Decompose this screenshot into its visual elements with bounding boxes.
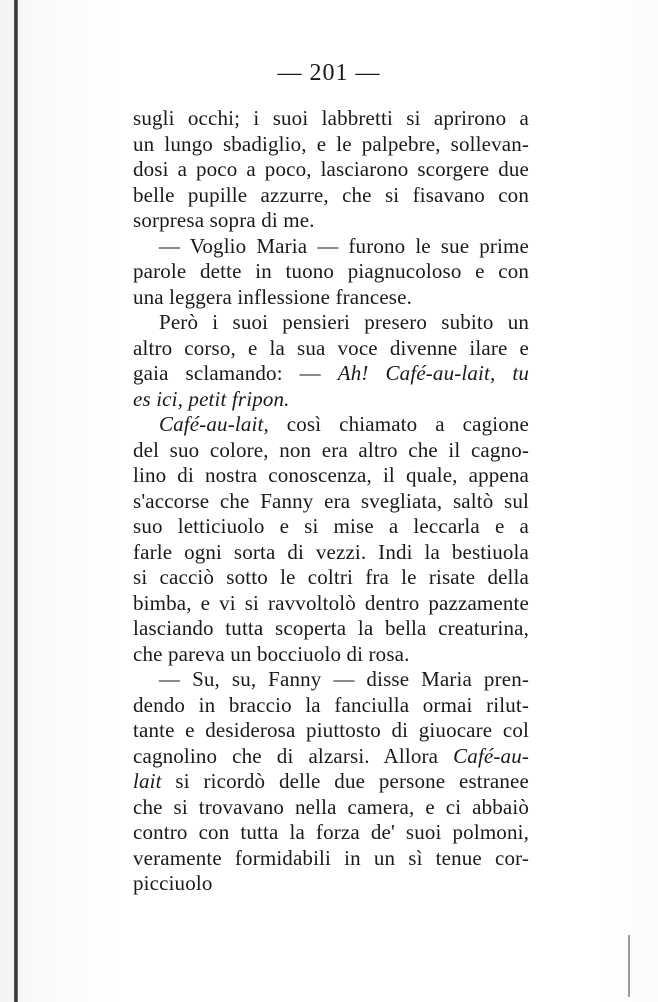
text-line: una leggera inflessione francese. bbox=[133, 284, 412, 309]
text-line: un lungo sbadiglio, e le palpebre, sollevan- bbox=[133, 131, 529, 156]
text-line: Café-au-lait, così chiamato a cagione bbox=[159, 412, 529, 436]
text-line: parole dette in tuono piagnucoloso e con bbox=[133, 259, 529, 283]
page-number: — 201 — bbox=[277, 60, 381, 86]
text-line: lait si ricordò delle due persone estranee bbox=[133, 769, 529, 793]
text-line: — Su, su, Fanny — disse Maria pren- bbox=[159, 667, 529, 691]
text-line: lino di nostra conoscenza, il quale, appena bbox=[133, 463, 529, 487]
text-line: si cacciò sotto le coltri fra le risate della bbox=[133, 565, 529, 589]
text-line: veramente formidabili in un sì tenue cor- bbox=[133, 845, 529, 870]
text-line: es ici, petit fripon. bbox=[133, 386, 290, 411]
text-line: contro con tutta la forza de' suoi polmoni, bbox=[133, 820, 529, 844]
text-line: gaia sclamando: — Ah! Café-au-lait, tu bbox=[133, 361, 529, 385]
text-line: sorpresa sopra di me. bbox=[133, 208, 315, 232]
text-line: bimba, e vi si ravvoltolò dentro pazzamente bbox=[133, 590, 529, 615]
text-line: altro corso, e la sua voce divenne ilare e bbox=[133, 335, 529, 360]
text-line: — Voglio Maria — furono le sue prime bbox=[159, 233, 529, 258]
text-line: farle ogni sorta di vezzi. Indi la bestiuola bbox=[133, 539, 529, 564]
margin-mark bbox=[628, 935, 630, 997]
text-line: che pareva un bocciuolo di rosa. bbox=[133, 641, 410, 666]
text-line: dendo in braccio la fanciulla ormai rilut- bbox=[133, 692, 529, 717]
text-line: cagnolino che di alzarsi. Allora Café-au- bbox=[133, 743, 529, 768]
text-line: picciuolo bbox=[133, 871, 213, 895]
text-line: del suo colore, non era altro che il cagno- bbox=[133, 437, 529, 462]
binding-edge bbox=[14, 0, 18, 1002]
text-line: suo letticiuolo e si mise a leccarla e a bbox=[133, 514, 529, 538]
text-line: belle pupille azzurre, che si fisavano con bbox=[133, 182, 529, 207]
text-line: tante e desiderosa piuttosto di giuocare col bbox=[133, 718, 529, 742]
text-line: che si trovavano nella camera, e ci abbaiò bbox=[133, 794, 529, 819]
text-line: dosi a poco a poco, lasciarono scorgere due bbox=[133, 157, 529, 181]
text-line: lasciando tutta scoperta la bella creaturina, bbox=[133, 616, 529, 640]
text-line: sugli occhi; i suoi labbretti si aprirono a bbox=[133, 106, 529, 130]
body-text bbox=[133, 106, 529, 897]
text-line: s'accorse che Fanny era svegliata, saltò sul bbox=[133, 488, 529, 513]
text-line: Però i suoi pensieri presero subito un bbox=[159, 310, 529, 334]
